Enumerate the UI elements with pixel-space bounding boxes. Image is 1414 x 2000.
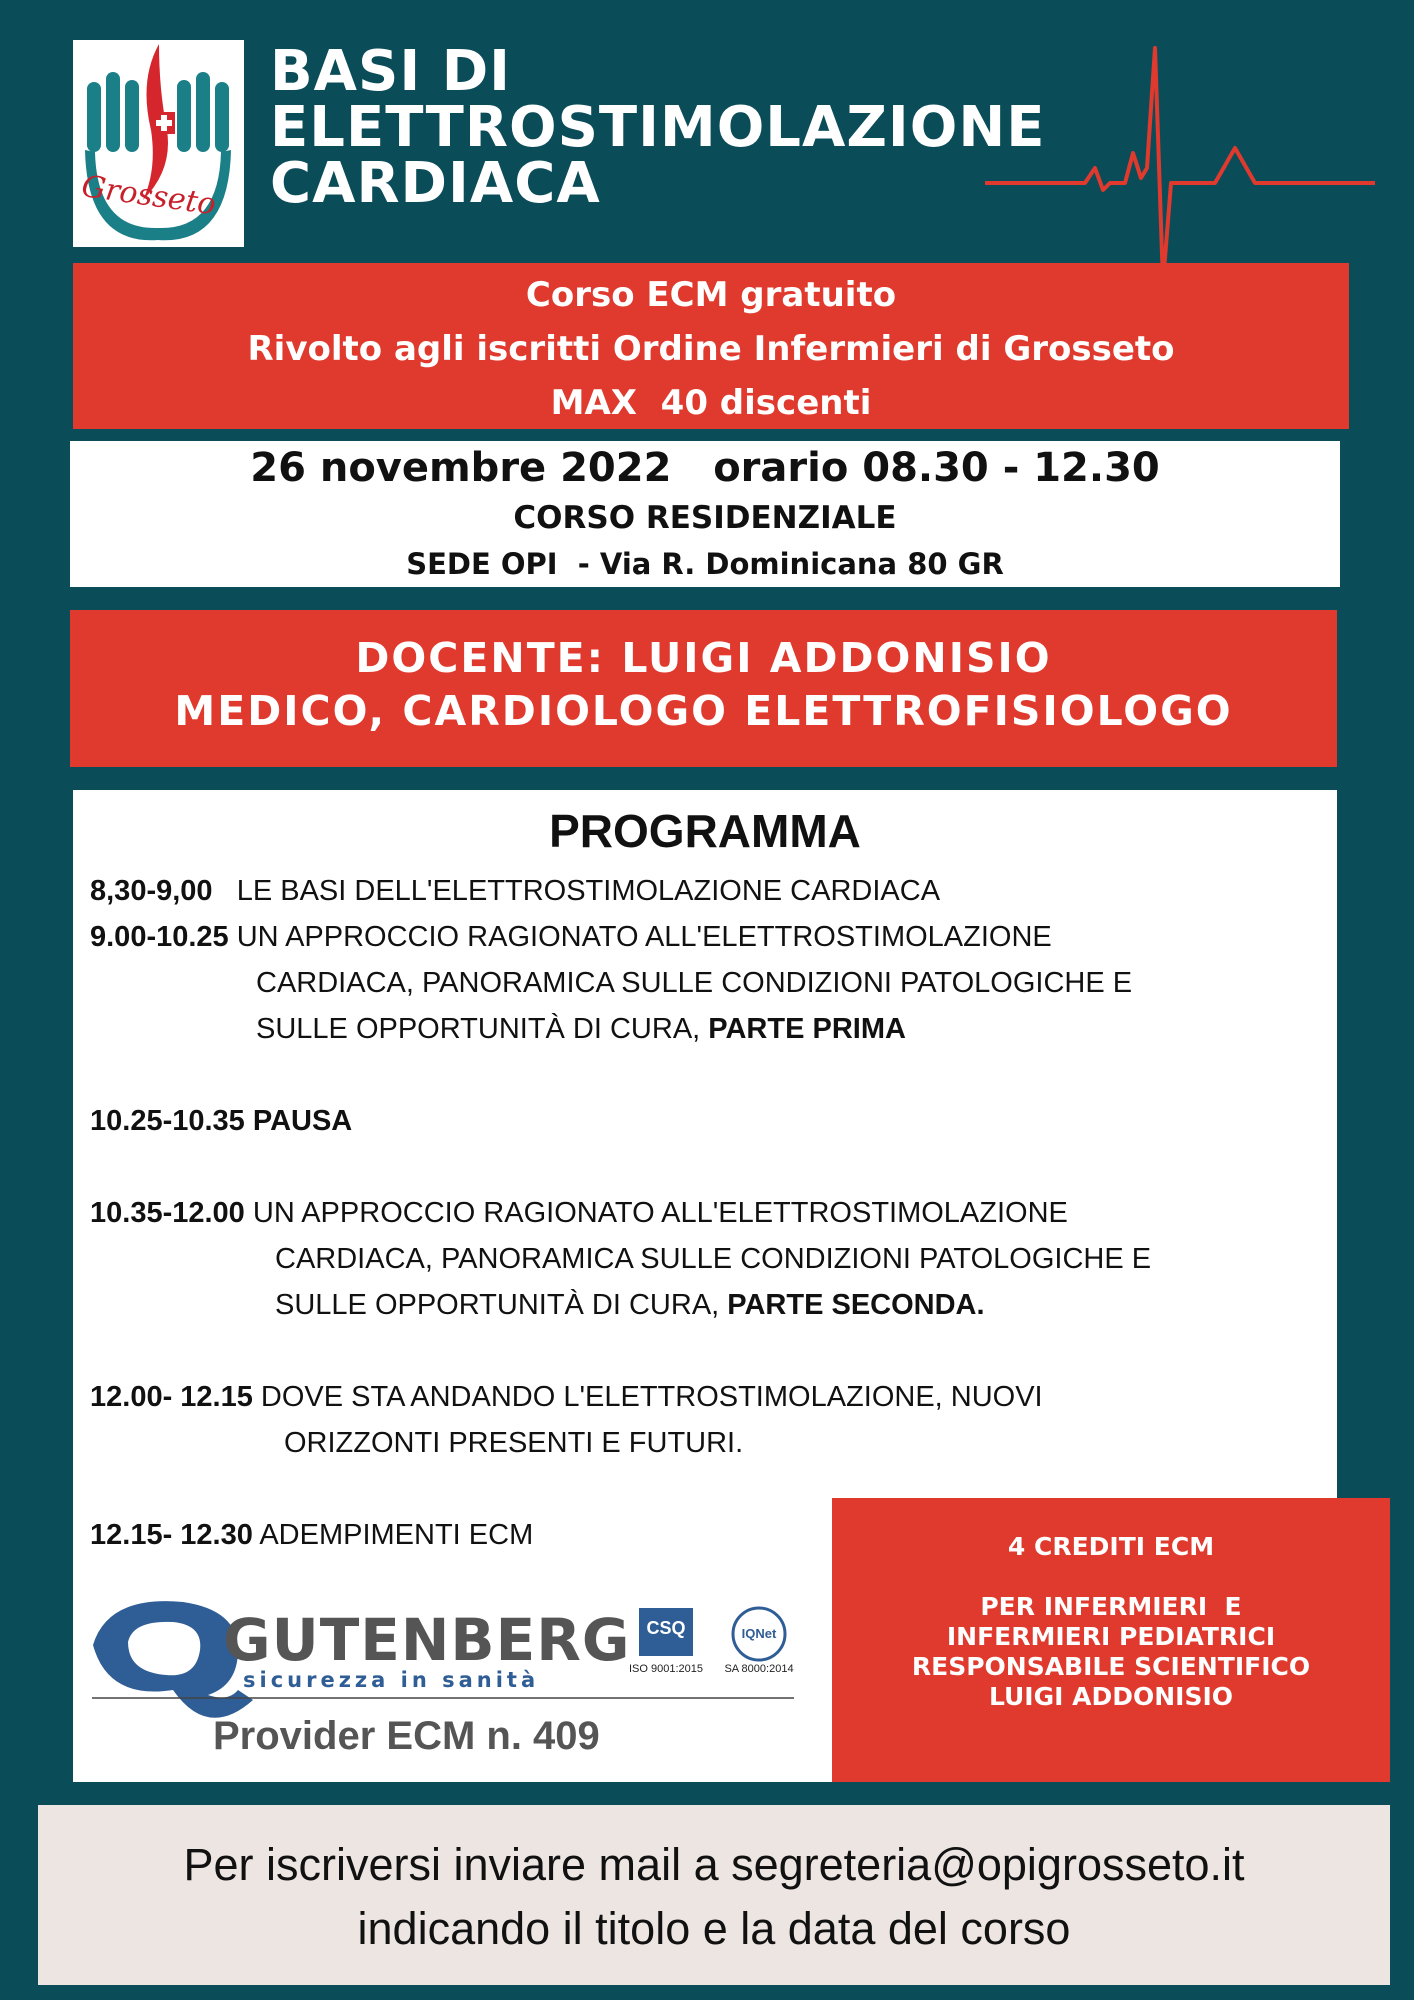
program-item-text: CARDIACA, PANORAMICA SULLE CONDIZIONI PATOLOGICHE E	[256, 967, 1133, 999]
program-item-text: UN APPROCCIO RAGIONATO ALL'ELETTROSTIMOLAZIONE	[252, 1197, 1068, 1229]
opi-grosseto-logo	[73, 40, 244, 247]
csq-caption: ISO 9001:2015	[628, 1663, 703, 1675]
program-item-text-last: SULLE OPPORTUNITÀ DI CURA, PARTE PRIMA	[256, 1013, 906, 1045]
program-item-text-last: SULLE OPPORTUNITÀ DI CURA, PARTE SECONDA.	[275, 1289, 985, 1321]
gutenberg-tagline: sicurezza in sanità	[243, 1668, 540, 1692]
credits-audience-1: PER INFERMIERI E	[980, 1592, 1242, 1621]
title-line-1: BASI DI	[270, 39, 512, 104]
course-info-box	[73, 263, 1349, 429]
program-item-text: DOVE STA ANDANDO L'ELETTROSTIMOLAZIONE, NUOVI	[260, 1381, 1043, 1413]
csq-badge-label: CSQ	[646, 1618, 686, 1638]
provider-ecm-number: Provider ECM n. 409	[213, 1714, 600, 1758]
registration-email-line: Per iscriversi inviare mail a segreteria@opigrosseto.it	[183, 1839, 1245, 1890]
registration-instructions: indicando il titolo e la data del corso	[357, 1903, 1071, 1954]
credits-box	[832, 1498, 1390, 1782]
part-label: PARTE PRIMA	[708, 1013, 906, 1045]
program-item-time: 8,30-9,00	[90, 875, 213, 907]
program-item-text: PAUSA	[252, 1105, 353, 1137]
course-venue: SEDE OPI - Via R. Dominicana 80 GR	[406, 547, 1004, 581]
program-item-time: 10.35-12.00	[90, 1197, 245, 1229]
course-max-participants: MAX 40 discenti	[550, 383, 872, 423]
part-label: PARTE SECONDA.	[727, 1289, 985, 1321]
program-item-text: LE BASI DELL'ELETTROSTIMOLAZIONE CARDIACA	[236, 875, 941, 907]
credits-audience-2: INFERMIERI PEDIATRICI	[946, 1622, 1276, 1651]
course-date-time: 26 novembre 2022 orario 08.30 - 12.30	[250, 445, 1160, 491]
credits-count: 4 CREDITI ECM	[1007, 1532, 1215, 1561]
program-item-time: 9.00-10.25	[90, 921, 229, 953]
iqnet-caption: SA 8000:2014	[724, 1663, 794, 1675]
title-line-3: CARDIACA	[270, 151, 601, 216]
program-item	[90, 1098, 352, 1144]
course-audience: Rivolto agli iscritti Ordine Infermieri di Grosseto	[247, 329, 1175, 369]
iqnet-badge-label: IQNet	[741, 1626, 777, 1641]
teacher-role: MEDICO, CARDIOLOGO ELETTROFISIOLOGO	[174, 687, 1233, 735]
course-type: CORSO RESIDENZIALE	[513, 500, 897, 536]
program-item	[90, 1512, 533, 1558]
program-item	[90, 914, 1052, 960]
program-item-time: 12.15- 12.30	[90, 1519, 253, 1551]
ecg-heartbeat-icon	[985, 18, 1375, 293]
logo-text: Grosseto	[79, 169, 218, 223]
gutenberg-name: GUTENBERG	[223, 1606, 631, 1674]
program-item-time: 12.00- 12.15	[90, 1381, 253, 1413]
program-item-text: UN APPROCCIO RAGIONATO ALL'ELETTROSTIMOLAZIONE	[236, 921, 1052, 953]
date-venue-box	[70, 441, 1340, 587]
registration-footer	[38, 1805, 1390, 1985]
program-item	[90, 1190, 1068, 1236]
program-item-text: CARDIACA, PANORAMICA SULLE CONDIZIONI PATOLOGICHE E	[275, 1243, 1152, 1275]
program-item-time: 10.25-10.35	[90, 1105, 245, 1137]
title-line-2: ELETTROSTIMOLAZIONE	[270, 95, 1046, 160]
course-free-label: Corso ECM gratuito	[525, 275, 897, 315]
credits-responsible-name: LUIGI ADDONISIO	[988, 1682, 1234, 1711]
teacher-name: DOCENTE: LUIGI ADDONISIO	[355, 634, 1052, 682]
program-item	[90, 1374, 1043, 1420]
program-item-text: ORIZZONTI PRESENTI E FUTURI.	[284, 1427, 744, 1459]
program-item-text: ADEMPIMENTI ECM	[259, 1519, 534, 1551]
teacher-box	[70, 610, 1337, 767]
program-title: PROGRAMMA	[549, 805, 861, 857]
program-item	[90, 868, 940, 914]
credits-responsible-label: RESPONSABILE SCIENTIFICO	[911, 1652, 1311, 1681]
